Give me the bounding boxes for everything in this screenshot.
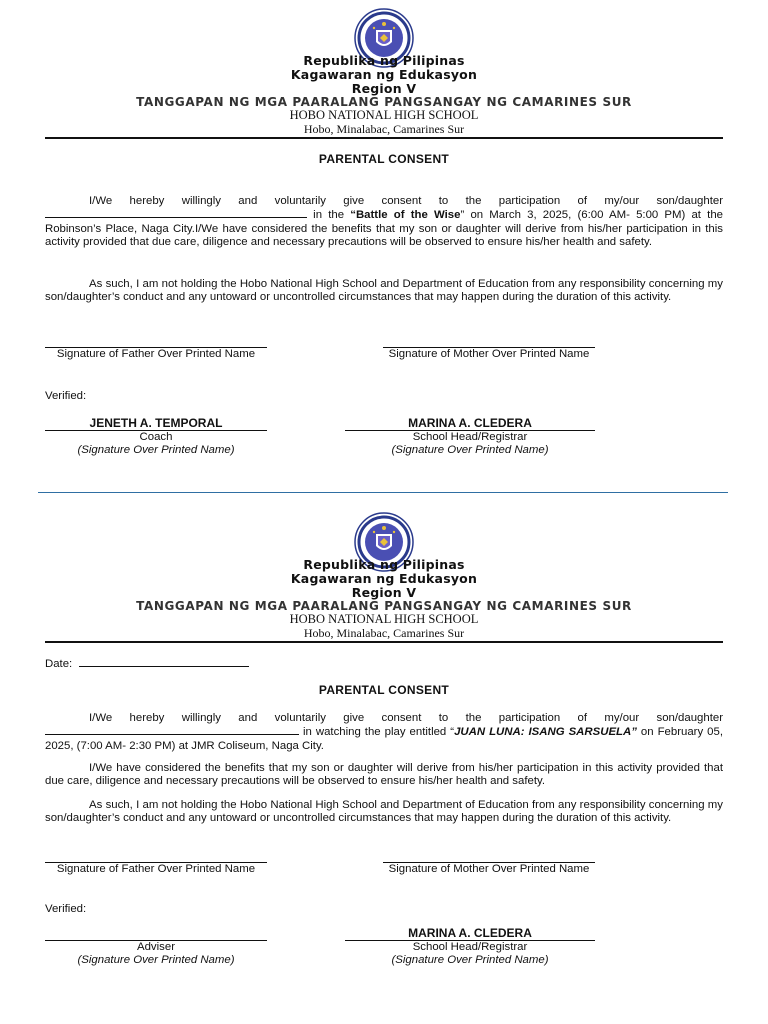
adviser-role: Adviser	[137, 941, 175, 953]
school-head-note: (Signature Over Printed Name)	[391, 954, 549, 967]
header-division: TANGGAPAN NG MGA PAARALANG PANGSANGAY NG CAMARINES SUR	[136, 95, 632, 109]
date-field[interactable]	[45, 657, 249, 670]
header-republic: Republika ng Pilipinas	[303, 53, 465, 68]
form-divider	[38, 492, 728, 493]
parental-consent-form-2	[0, 500, 768, 1024]
consent-paragraph-1: I/We hereby willingly and voluntarily give consent to the participation of my/our son/daughter in watching the play entitled “JUAN LUNA: ISANG SARSUELA” on February 05, 2025, (7:00 AM- 2:30 PM) at JMR Coliseum, Naga City.	[45, 712, 723, 752]
header-division: TANGGAPAN NG MGA PAARALANG PANGSANGAY NG CAMARINES SUR	[136, 599, 632, 613]
school-head-role: School Head/Registrar	[412, 941, 528, 953]
form-title: PARENTAL CONSENT	[318, 152, 450, 166]
father-signature-field[interactable]: Signature of Father Over Printed Name	[45, 347, 267, 361]
consent-paragraph-2: I/We have considered the benefits that my son or daughter will derive from his/her participation in this activity provided that due care, diligence and necessary precautions will be observed to ensure his/her health and safety.	[45, 762, 723, 788]
play-title: JUAN LUNA: ISANG SARSUELA”	[454, 726, 637, 739]
header-school: HOBO NATIONAL HIGH SCHOOL	[289, 612, 479, 626]
school-head-name: MARINA A. CLEDERA	[345, 926, 595, 941]
student-name-blank[interactable]	[45, 208, 307, 218]
header-department: Kagawaran ng Edukasyon	[290, 67, 478, 82]
school-head-signature-block[interactable]	[345, 416, 595, 458]
father-signature-field[interactable]: Signature of Father Over Printed Name	[45, 862, 267, 876]
verified-label: Verified:	[45, 390, 87, 402]
header-department: Kagawaran ng Edukasyon	[290, 571, 478, 586]
event-name: “Battle of the Wise	[350, 209, 461, 222]
date-blank[interactable]	[79, 657, 249, 667]
mother-signature-field[interactable]: Signature of Mother Over Printed Name	[383, 347, 595, 361]
consent-paragraph-2: As such, I am not holding the Hobo National High School and Department of Education from any responsibility concerning my son/daughter’s conduct and any untoward or uncontrolled circumstances that may happen during the duration of this activity.	[45, 278, 723, 304]
header-republic: Republika ng Pilipinas	[303, 557, 465, 572]
header-rule	[45, 641, 723, 643]
verified-label: Verified:	[45, 903, 87, 915]
parental-consent-form-1	[0, 0, 768, 480]
header-region: Region V	[351, 585, 417, 600]
school-head-signature-block[interactable]	[345, 926, 595, 968]
date-label: Date:	[45, 658, 73, 670]
adviser-note: (Signature Over Printed Name)	[77, 954, 235, 967]
coach-name: JENETH A. TEMPORAL	[45, 416, 267, 431]
mother-signature-field[interactable]: Signature of Mother Over Printed Name	[383, 862, 595, 876]
header-rule	[45, 137, 723, 139]
consent-paragraph-3: As such, I am not holding the Hobo National High School and Department of Education from any responsibility concerning my son/daughter’s conduct and any untoward or uncontrolled circumstances that may happen during the duration of this activity.	[45, 799, 723, 825]
header-address: Hobo, Minalabac, Camarines Sur	[303, 122, 465, 136]
coach-signature-block[interactable]	[45, 416, 267, 458]
student-name-blank[interactable]	[45, 725, 299, 735]
coach-role: Coach	[139, 431, 173, 443]
header-region: Region V	[351, 81, 417, 96]
adviser-signature-block[interactable]	[45, 940, 267, 968]
consent-paragraph-1: I/We hereby willingly and voluntarily give consent to the participation of my/our son/daughter in the “Battle of the Wise” on March 3, 2025, (6:00 AM- 5:00 PM) at the Robinson’s Place, Naga City.I/We have considered the benefits that my son or daughter will derive from his/her participation in this activity provided that due care, diligence and necessary precautions will be observed to ensure his/her health and safety.	[45, 195, 723, 249]
header-address: Hobo, Minalabac, Camarines Sur	[303, 626, 465, 640]
coach-note: (Signature Over Printed Name)	[77, 444, 235, 457]
school-head-note: (Signature Over Printed Name)	[391, 444, 549, 457]
school-head-name: MARINA A. CLEDERA	[345, 416, 595, 431]
school-head-role: School Head/Registrar	[412, 431, 528, 443]
header-school: HOBO NATIONAL HIGH SCHOOL	[289, 108, 479, 122]
form-title: PARENTAL CONSENT	[318, 683, 450, 697]
